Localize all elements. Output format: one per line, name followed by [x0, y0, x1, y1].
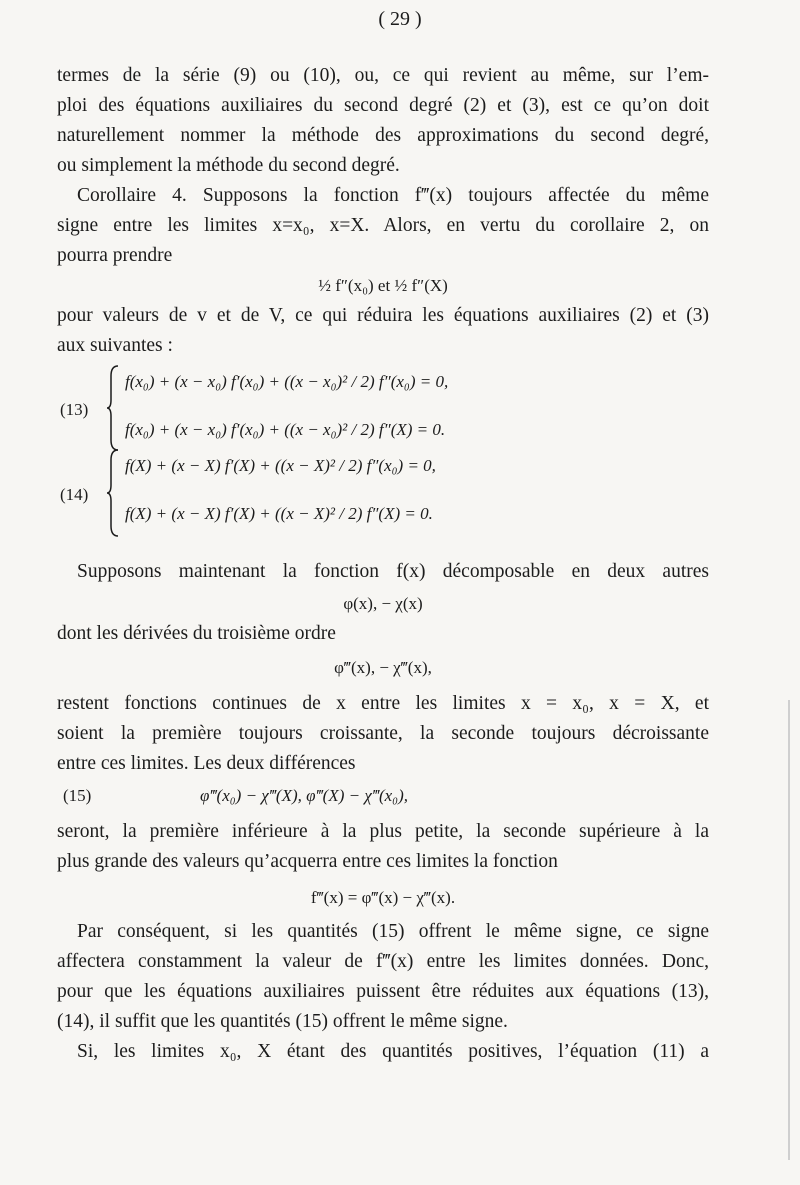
- equation-13b: f(x₀) + (x − x₀) f′(x₀) + ((x − x₀)² / 2) f″(X) = 0.: [125, 420, 446, 439]
- inline-formula: f‴(x) = φ‴(x) − χ‴(x).: [310, 888, 456, 907]
- equation-14b: f(X) + (x − X) f′(X) + ((x − X)² / 2) f″(X) = 0.: [125, 504, 433, 523]
- text-line: affectera constamment la valeur de f‴(x) entre les limites données. Donc,: [57, 951, 709, 972]
- equation-label: (15): [63, 786, 92, 805]
- page-edge-shadow: [788, 700, 790, 1160]
- inline-formula: ½ f″(x₀) et ½ f″(X): [318, 276, 448, 295]
- text-line: naturellement nommer la méthode des approximations du second degré,: [57, 125, 709, 146]
- inline-formula: φ(x), − χ(x): [343, 594, 423, 613]
- equation-label: (14): [60, 485, 89, 504]
- text-line: restent fonctions continues de x entre les limites x = x₀, x = X, et: [57, 693, 709, 714]
- text-line: plus grande des valeurs qu’acquerra entre ces limites la fonction: [57, 851, 558, 872]
- left-brace: [106, 364, 120, 457]
- text-line: termes de la série (9) ou (10), ou, ce qui revient au même, sur l’em-: [57, 65, 709, 86]
- text-line: ou simplement la méthode du second degré.: [57, 155, 400, 176]
- text-line: pour valeurs de v et de V, ce qui réduira les équations auxiliaires (2) et (3): [57, 305, 709, 326]
- text-line: pour que les équations auxiliaires puissent être réduites aux équations (13),: [57, 981, 709, 1002]
- equation-13a: f(x₀) + (x − x₀) f′(x₀) + ((x − x₀)² / 2) f″(x₀) = 0,: [125, 372, 449, 391]
- text-line: pourra prendre: [57, 245, 173, 266]
- text-line: dont les dérivées du troisième ordre: [57, 623, 336, 644]
- equation-14a: f(X) + (x − X) f′(X) + ((x − X)² / 2) f″(x₀) = 0,: [125, 456, 436, 475]
- text-line: aux suivantes :: [57, 335, 173, 356]
- text-line: seront, la première inférieure à la plus petite, la seconde supérieure à la: [57, 821, 709, 842]
- page-number: ( 29 ): [378, 8, 422, 30]
- equation-15: φ‴(x₀) − χ‴(X), φ‴(X) − χ‴(x₀),: [200, 786, 408, 805]
- corollary-heading-line: Corollaire 4. Supposons la fonction f‴(x) toujours affectée du même: [77, 185, 709, 206]
- equation-label: (13): [60, 400, 89, 419]
- inline-formula: φ‴(x), − χ‴(x),: [334, 658, 432, 677]
- text-line: Par conséquent, si les quantités (15) offrent le même signe, ce signe: [77, 921, 709, 942]
- text-line: ploi des équations auxiliaires du second degré (2) et (3), est ce qu’on doit: [57, 95, 709, 116]
- text-line: entre ces limites. Les deux différences: [57, 753, 356, 774]
- left-brace: [106, 448, 120, 543]
- text-line: (14), il suffit que les quantités (15) offrent le même signe.: [57, 1011, 508, 1032]
- text-line: Supposons maintenant la fonction f(x) décomposable en deux autres: [77, 561, 709, 582]
- text-line: signe entre les limites x=x₀, x=X. Alors, en vertu du corollaire 2, on: [57, 215, 709, 236]
- text-line: Si, les limites x₀, X étant des quantités positives, l’équation (11) a: [77, 1041, 709, 1062]
- text-line: soient la première toujours croissante, la seconde toujours décroissante: [57, 723, 709, 744]
